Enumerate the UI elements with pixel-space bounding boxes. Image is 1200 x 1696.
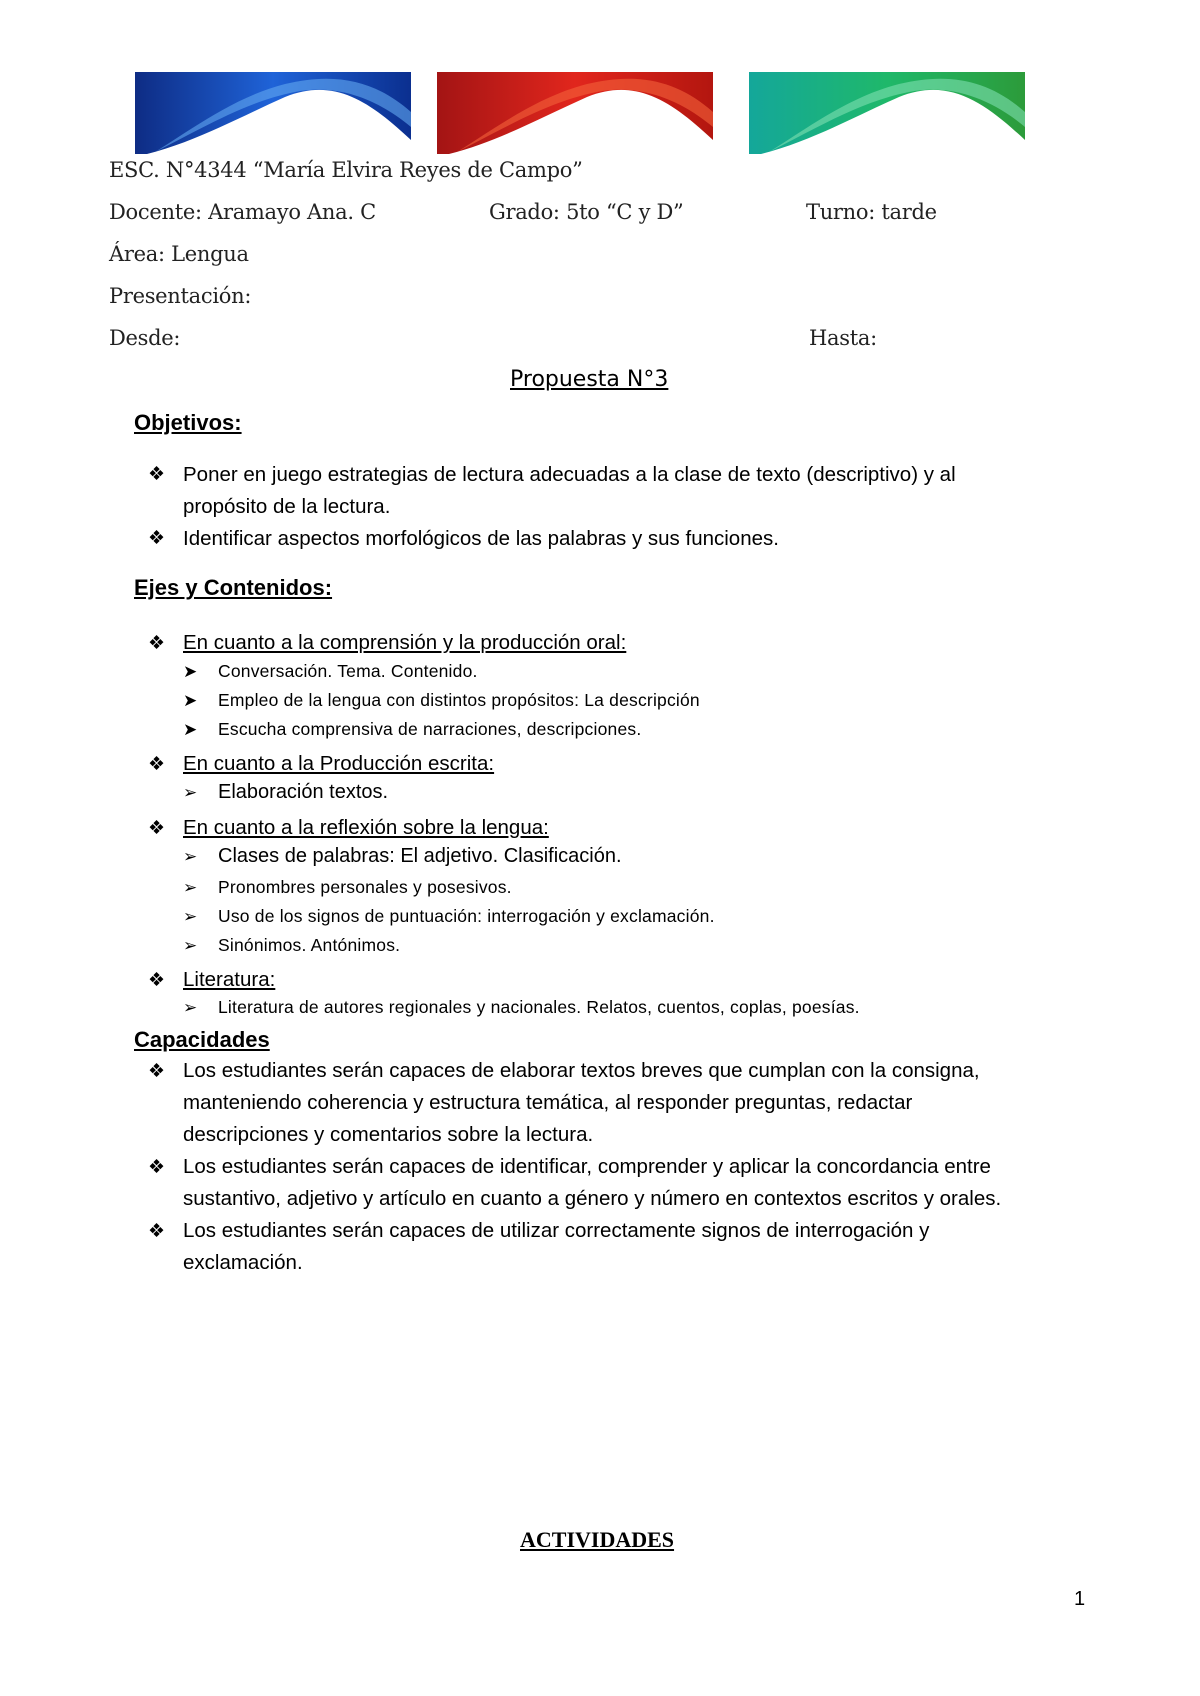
objectives-heading: Objetivos: [134,410,242,435]
list-item: ➤ Conversación. Tema. Contenido. [183,661,478,681]
to-field: Hasta: [809,326,877,350]
list-item [148,1156,183,1179]
list-item: ➢ Literatura de autores regionales y nacionales. Relatos, cuentos, coplas, poesías. [183,997,860,1017]
grade-field: Grado: 5to “C y D” [489,200,684,224]
green-wave-banner [749,72,1025,154]
capacities-heading: Capacidades [134,1027,270,1052]
diamond-bullet-icon: ❖ [148,528,166,549]
capacity-text: Los estudiantes serán capaces de utilizar correctamente signos de interrogación y exclamación. [183,1219,930,1274]
from-field: Desde: [109,326,181,350]
axis-group-label: En cuanto a la reflexión sobre la lengua: [183,816,549,839]
arrow-bullet-icon: ➤ [183,662,198,681]
red-wave-banner [437,72,713,154]
arrow-bullet-icon: ➢ [183,783,198,802]
list-item: ➢ Uso de los signos de puntuación: interrogación y exclamación. [183,906,715,926]
teacher-field: Docente: Aramayo Ana. C [109,200,376,224]
capacity-text: Los estudiantes serán capaces de identificar, comprender y aplicar la concordancia entre sustantivo, adjetivo y artículo en cuanto a género y número en contextos escritos y orales. [183,1155,1002,1210]
list-item: ➢ Pronombres personales y posesivos. [183,877,512,897]
diamond-bullet-icon: ❖ [148,1157,166,1178]
diamond-bullet-icon: ❖ [148,970,166,991]
list-item: ➢ Elaboración textos. [183,781,389,803]
arrow-bullet-icon: ➢ [183,936,198,955]
arrow-bullet-icon: ➢ [183,847,198,866]
diamond-bullet-icon: ❖ [148,1221,166,1242]
shift-field: Turno: tarde [806,200,937,224]
arrow-bullet-icon: ➢ [183,998,198,1017]
axis-group-label: En cuanto a la comprensión y la producción oral: [183,631,627,654]
capacity-text: Los estudiantes serán capaces de elaborar textos breves que cumplan con la consigna, manteniendo coherencia y estructura temática, al responder preguntas, redactar descripciones y comentarios sobre la lectura. [183,1059,980,1146]
area-field: Área: Lengua [109,242,249,266]
list-item [148,1220,183,1243]
axis-group-label: Literatura: [183,968,276,991]
arrow-bullet-icon: ➤ [183,691,198,710]
diamond-bullet-icon: ❖ [148,754,166,775]
list-item: ➤ Escucha comprensiva de narraciones, descripciones. [183,719,642,739]
objective-text: Identificar aspectos morfológicos de las palabras y sus funciones. [183,527,779,550]
axis-group-label: En cuanto a la Producción escrita: [183,752,495,775]
arrow-bullet-icon: ➢ [183,907,198,926]
list-item [148,463,183,486]
presentation-field: Presentación: [109,284,252,308]
list-item [148,632,183,655]
list-item [148,527,183,550]
list-item [148,969,183,992]
list-item: ➢ Clases de palabras: El adjetivo. Clasificación. [183,845,622,867]
diamond-bullet-icon: ❖ [148,633,166,654]
objective-text: Poner en juego estrategias de lectura adecuadas a la clase de texto (descriptivo) y al propósito de la lectura. [183,463,956,518]
list-item [148,817,183,840]
activities-heading: ACTIVIDADES [520,1527,675,1552]
page-title: Propuesta N°3 [510,367,669,392]
list-item: ➢ Sinónimos. Antónimos. [183,935,401,955]
arrow-bullet-icon: ➢ [183,878,198,897]
school-name: ESC. N°4344 “María Elvira Reyes de Campo” [109,158,583,182]
page-number: 1 [1074,1588,1086,1610]
list-item [148,753,183,776]
blue-wave-banner [135,72,411,154]
diamond-bullet-icon: ❖ [148,464,166,485]
list-item: ➤ Empleo de la lengua con distintos propósitos: La descripción [183,690,700,710]
list-item [148,1060,183,1083]
axes-heading: Ejes y Contenidos: [134,575,333,600]
arrow-bullet-icon: ➤ [183,720,198,739]
diamond-bullet-icon: ❖ [148,818,166,839]
diamond-bullet-icon: ❖ [148,1061,166,1082]
